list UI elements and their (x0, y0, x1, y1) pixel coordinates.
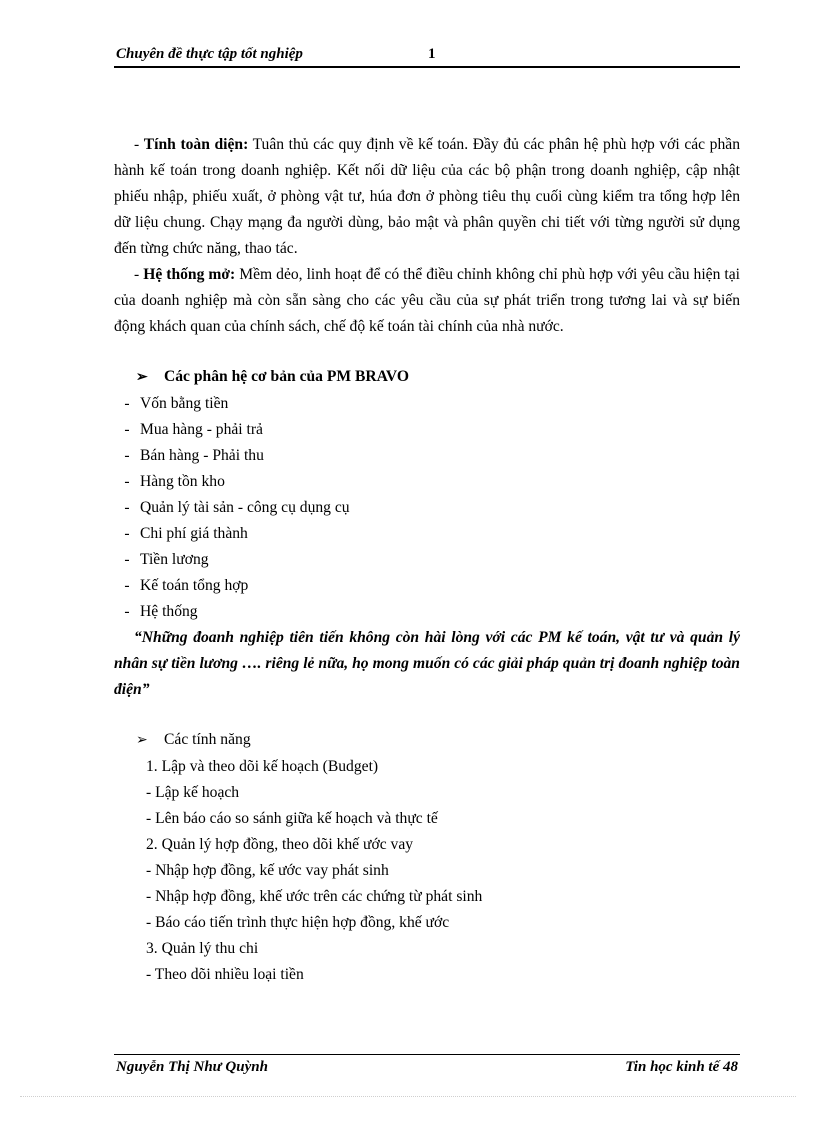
para-lead: - (134, 266, 144, 283)
list-item: 3. Quản lý thu chi (146, 940, 259, 957)
page-bottom-divider (20, 1096, 796, 1097)
modules-heading (136, 364, 740, 391)
page-footer (114, 1054, 740, 1081)
footer-major: Tin học kinh tế 48 (625, 1059, 738, 1075)
list-item: - Bán hàng - Phải thu (124, 447, 264, 464)
quote-block: “Những đoanh nghiệp tiên tiến không còn hài lòng với các PM kế toán, vật tư và quản lý nhân sự tiền lương …. riêng lẻ nữa, họ mong muốn có các giải pháp quản trị đoanh nghiệp toàn điện” (114, 629, 740, 698)
list-item: - Nhập hợp đồng, kế ước vay phát sinh (146, 862, 389, 879)
list-item: - Báo cáo tiến trình thực hiện hợp đồng, khế ước (146, 914, 450, 931)
features-list (114, 754, 740, 988)
paragraph-comprehensive (114, 132, 740, 262)
paragraph-open-system (114, 262, 740, 340)
list-item: - Nhập hợp đồng, khế ước trên các chứng từ phát sinh (146, 888, 483, 905)
list-item: 1. Lập và theo dõi kế hoạch (Budget) (146, 758, 379, 775)
list-item: - Theo dõi nhiều loại tiền (146, 966, 304, 983)
list-item: - Quản lý tài sản - công cụ dụng cụ (124, 499, 350, 516)
modules-heading-text: Các phân hệ cơ bản của PM BRAVO (164, 368, 409, 385)
term-comprehensive: Tính toàn diện: (143, 136, 249, 153)
paragraph-text: Tuân thủ các quy định về kế toán. Đầy đủ các phân hệ phù hợp với các phần hành kế toán trong doanh nghiệp. Kết nối dữ liệu của các bộ phận trong doanh nghiệp, cập nhật phiếu nhập, phiếu xuất, ở phòng vật tư, húa đơn ở phòng tiêu thụ cuối cùng kiểm tra tổng hợp lên dữ liệu chung. Chạy mạng đa người dùng, bảo mật và phân quyền chi tiết với từng người sử dụng đến từng chức năng, thao tác. (114, 136, 740, 257)
arrow-bullet-icon: ➢ (136, 370, 148, 385)
header-title: Chuyên đề thực tập tốt nghiệp (116, 46, 303, 62)
list-item: - Mua hàng - phải trả (124, 421, 263, 438)
modules-list (114, 391, 740, 625)
document-body (114, 132, 740, 988)
page-header (114, 44, 740, 68)
features-heading (136, 727, 740, 754)
list-item: - Lập kế hoạch (146, 784, 240, 801)
para-lead: - (134, 136, 144, 153)
list-item: - Tiền lương (124, 551, 209, 568)
list-item: - Hàng tồn kho (124, 473, 225, 490)
footer-author: Nguyễn Thị Như Quỳnh (116, 1059, 268, 1075)
list-item: - Chi phí giá thành (124, 525, 248, 542)
features-heading-text: Các tính năng (164, 731, 251, 748)
list-item: - Lên báo cáo so sánh giữa kế hoạch và thực tế (146, 810, 438, 827)
arrow-bullet-icon: ➢ (136, 733, 148, 748)
list-item: - Hệ thống (124, 603, 198, 620)
list-item: 2. Quản lý hợp đồng, theo dõi khế ước vay (146, 836, 414, 853)
page-number: 1 (428, 46, 436, 62)
list-item: - Vốn bằng tiền (124, 395, 229, 412)
list-item: - Kế toán tổng hợp (124, 577, 249, 594)
paragraph-text: Mềm dẻo, linh hoạt để có thể điều chỉnh không chỉ phù hợp với yêu cầu hiện tại của doanh nghiệp mà còn sẵn sàng cho các yêu cầu của sự phát triển trong tương lai và sự biến động khách quan của chính sách, chế độ kế toán tài chính của nhà nước. (114, 266, 740, 335)
term-open-system: Hệ thống mở: (143, 266, 236, 283)
